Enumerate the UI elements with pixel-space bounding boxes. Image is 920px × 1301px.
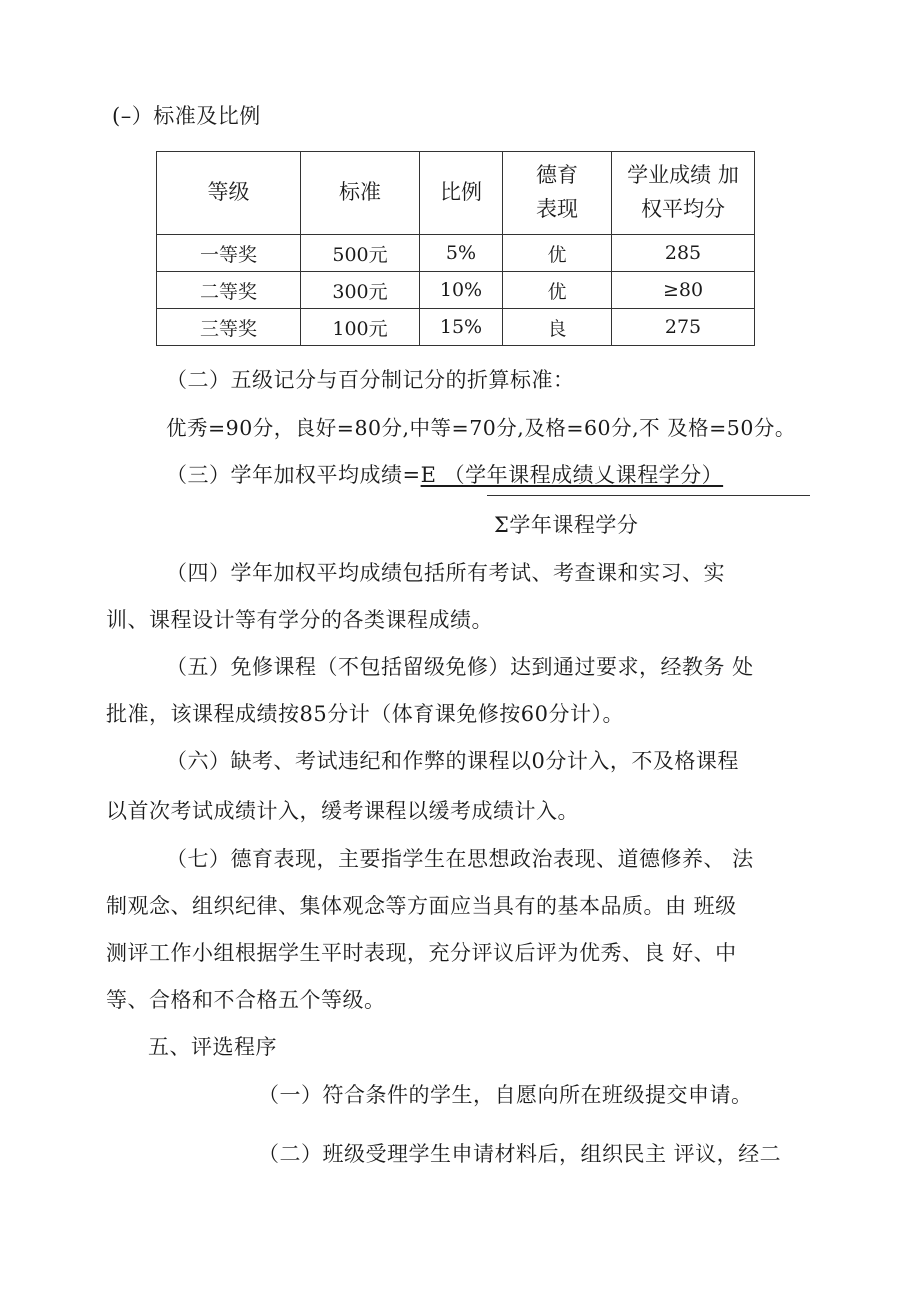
para5-line2: 批准，该课程成绩按85分计（体育课免修按60分计）。: [106, 702, 624, 726]
table-header-cell: 学业成绩 加 权平均分: [612, 152, 755, 235]
formula-denominator: Σ学年课程学分: [494, 513, 639, 537]
fraction-line: [487, 495, 810, 496]
para3-prefix: （三）学年加权平均成绩=: [166, 463, 421, 487]
table-cell: 三等奖: [157, 309, 301, 346]
para6-line2: 以首次考试成绩计入，缓考课程以缓考成绩计入。: [106, 799, 579, 823]
table-header-row: [157, 152, 755, 235]
step1: （一）符合条件的学生，自愿向所在班级提交申请。: [258, 1083, 753, 1107]
para7-line3: 测评工作小组根据学生平时表现，充分评议后评为优秀、良 好、中: [106, 941, 737, 965]
para7-line4: 等、合格和不合格五个等级。: [106, 988, 386, 1012]
table-cell: 优: [503, 235, 612, 272]
table-cell: 15%: [420, 309, 503, 346]
table-cell: 285: [612, 235, 755, 272]
table-cell: 300元: [301, 272, 420, 309]
award-table: [156, 151, 755, 346]
para5-line1: （五）免修课程（不包括留级免修）达到通过要求，经教务 处: [166, 655, 754, 679]
table-header-cell: 比例: [420, 152, 503, 235]
para7-line1: （七）德育表现，主要指学生在思想政治表现、道德修养、 法: [166, 847, 754, 871]
section-title-standards: (–）标准及比例: [112, 104, 261, 128]
para2-title: （二）五级记分与百分制记分的折算标准：: [166, 368, 575, 392]
formula-numerator: E （学年课程成绩乂课程学分）: [420, 463, 724, 487]
para4-line2: 训、课程设计等有学分的各类课程成绩。: [106, 608, 493, 632]
para4-line1: （四）学年加权平均成绩包括所有考试、考查课和实习、实: [166, 561, 725, 585]
para3-formula: [166, 465, 723, 486]
para2-body: 优秀=90分，良好=80分,中等=70分,及格=60分,不 及格=50分。: [166, 416, 796, 440]
table-header-cell: 德育 表现: [503, 152, 612, 235]
table-cell: 10%: [420, 272, 503, 309]
table-cell: ≥80: [612, 272, 755, 309]
table-cell: 良: [503, 309, 612, 346]
table-cell: 5%: [420, 235, 503, 272]
para6-line1: （六）缺考、考试违纪和作弊的课程以0分计入，不及格课程: [166, 749, 739, 773]
table-header-cell: 标准: [301, 152, 420, 235]
table-cell: 二等奖: [157, 272, 301, 309]
table-row: [157, 235, 755, 272]
table-cell: 优: [503, 272, 612, 309]
table-cell: 100元: [301, 309, 420, 346]
table-row: [157, 272, 755, 309]
step2: （二）班级受理学生申请材料后，组织民主 评议，经二: [258, 1142, 782, 1166]
table-row: [157, 309, 755, 346]
section5-title: 五、评选程序: [148, 1035, 277, 1059]
para7-line2: 制观念、组织纪律、集体观念等方面应当具有的基本品质。由 班级: [106, 894, 737, 918]
table-header-cell: 等级: [157, 152, 301, 235]
table-cell: 一等奖: [157, 235, 301, 272]
table-cell: 275: [612, 309, 755, 346]
table-cell: 500元: [301, 235, 420, 272]
